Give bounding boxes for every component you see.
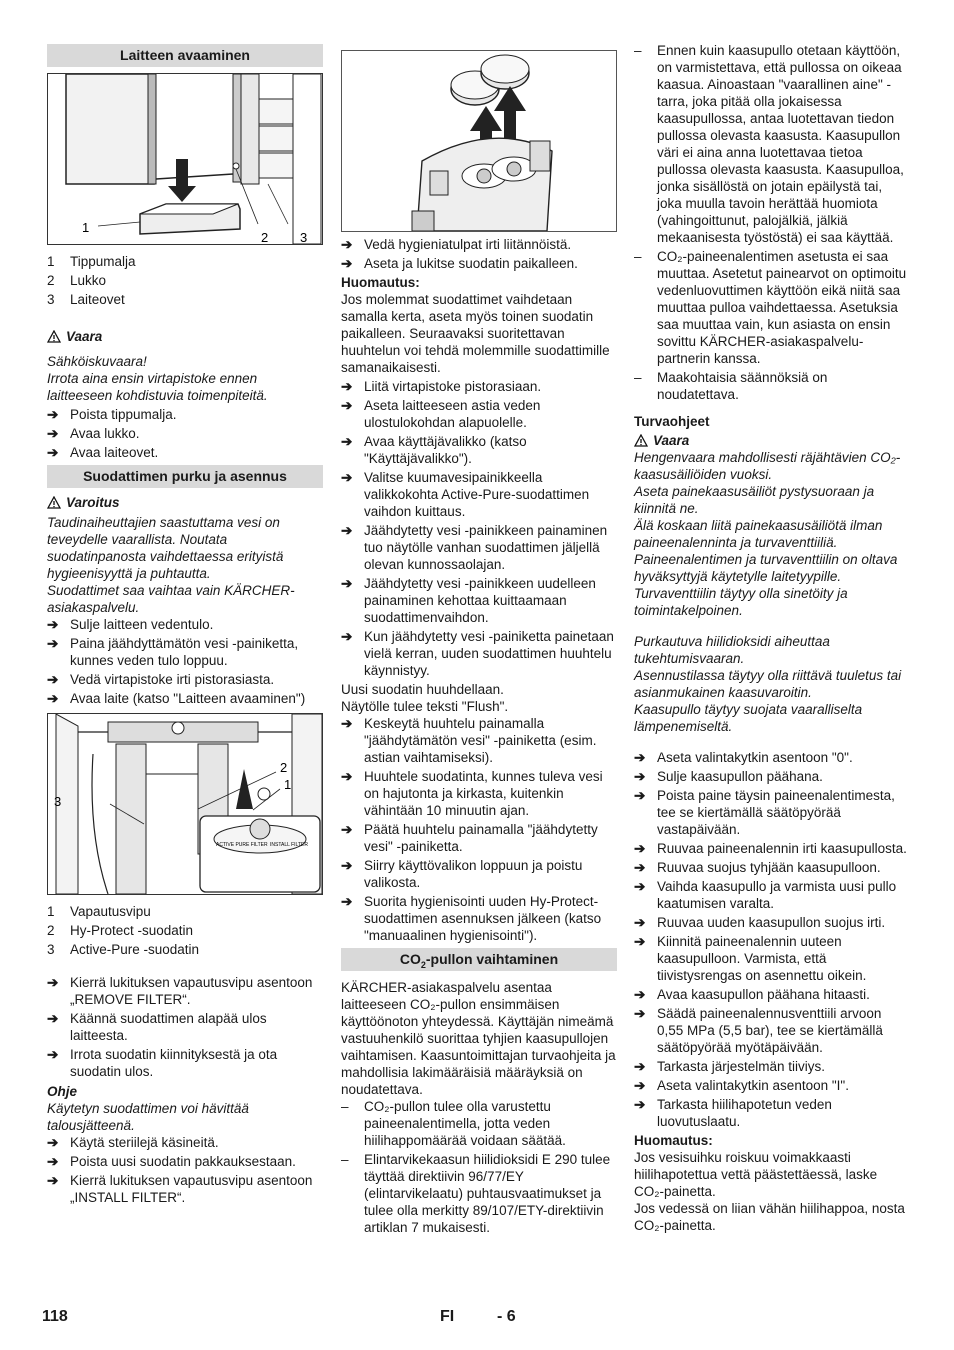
step: ➔ Avaa käyttäjävalikko (katso "Käyttäjävalikko").: [341, 434, 527, 466]
hygiene-plug-drawing: [342, 51, 616, 231]
danger-heading: Vaara: [47, 328, 323, 345]
step: ➔ Aseta ja lukitse suodatin paikalleen.: [341, 256, 578, 271]
filter-assembly-drawing: [48, 714, 322, 894]
dash-item: – CO₂-pullon tulee olla varustettu paineenalentimella, jotta veden hiilihappomäärää voidaan säätää.: [341, 1099, 566, 1148]
step: ➔ Ruuvaa uuden kaasupullon suojus irti.: [634, 915, 886, 930]
danger-text: Irrota aina ensin virtapistoke ennen laitteeseen kohdistuvia toimenpiteitä.: [47, 371, 268, 403]
danger-text: Paineenalentimen ja turvaventtiilin on oltava hyväksyttyjä käytetylle laitetyypille.: [634, 552, 898, 584]
arrow-icon: ➔: [47, 617, 59, 632]
legend-item: 3 Active-Pure -suodatin: [47, 942, 200, 957]
arrow-icon: ➔: [341, 822, 353, 837]
arrow-icon: ➔: [47, 975, 59, 990]
safety-heading: Turvaohjeet: [634, 414, 710, 429]
note-heading: Huomautus:: [341, 275, 420, 290]
arrow-icon: ➔: [341, 716, 353, 731]
legend-open-device: [47, 253, 323, 308]
step: ➔ Liitä virtapistoke pistorasiaan.: [341, 379, 542, 394]
co2-intro: KÄRCHER-asiakaspalvelu asentaa laitteeseen CO₂-pullon ensimmäisen käyttöönoton yhteydessä. Käyttäjän nimeämä vastuuhenkilö suorittaa tyhjien kaasupullojen vaihtamisen. Kaasuntoimittajan turvaohjeita ja mahdollisia lakimääräisiä määräyksiä on noudatettava.: [341, 980, 616, 1097]
danger-text: Hengenvaara mahdollisesti räjähtävien CO₂-kaasusäiliöiden vuoksi.: [634, 450, 901, 482]
flush-text: Näytölle tulee teksti "Flush".: [341, 699, 509, 714]
column-3: [634, 42, 910, 1234]
page-number: 118: [42, 1308, 68, 1325]
step: ➔ Aseta valintakytkin asentoon "0".: [634, 750, 853, 765]
arrow-icon: ➔: [634, 1059, 646, 1074]
step: ➔ Kierrä lukituksen vapautusvipu asentoon „REMOVE FILTER“.: [47, 975, 313, 1007]
section-heading-open-device: Laitteen avaaminen: [47, 44, 323, 67]
arrow-icon: ➔: [634, 879, 646, 894]
danger-text: Aseta painekaasusäiliöt pystysuoraan ja kiinnitä ne.: [634, 484, 875, 516]
step: ➔ Päätä huuhtelu painamalla "jäähdytetty vesi" -painiketta.: [341, 822, 598, 854]
arrow-icon: ➔: [341, 470, 353, 485]
arrow-icon: ➔: [634, 987, 646, 1002]
figure-filters: [47, 713, 323, 895]
legend-item: 2 Hy-Protect -suodatin: [47, 923, 194, 938]
step: ➔ Vaihda kaasupullo ja varmista uusi pullo kaatumisen varalta.: [634, 879, 897, 911]
arrow-icon: ➔: [634, 788, 646, 803]
note-text: Jos vedessä on liian vähän hiilihappoa, nosta CO₂-painetta.: [634, 1201, 905, 1233]
warning-triangle-icon: [634, 434, 648, 447]
danger-text: Älä koskaan liitä painekaasusäiliötä ilman paineenalenninta ja turvaventtiiliä.: [634, 518, 883, 550]
step: ➔ Säädä paineenalennusventtiili arvoon 0,55 MPa (5,5 bar), tee se kiertämällä säätöpyörää myötäpäivään.: [634, 1006, 883, 1055]
danger-text: Turvaventtiilin täytyy olla sinetöity ja toimintakelpoinen.: [634, 586, 848, 618]
arrow-icon: ➔: [341, 576, 353, 591]
arrow-icon: ➔: [634, 1078, 646, 1093]
figure-hygiene-plugs: [341, 50, 617, 232]
dash-item: – Maakohtaisia säännöksiä on noudatettava.: [634, 370, 828, 402]
danger-text: Asennustilassa täytyy olla riittävä tuuletus tai asianmukainen kaasuvaroitin.: [634, 668, 902, 700]
language-code: FI: [440, 1308, 455, 1325]
arrow-icon: ➔: [634, 1006, 646, 1021]
arrow-icon: ➔: [341, 523, 353, 538]
step: ➔ Jäähdytetty vesi -painikkeen uudelleen painaminen kehottaa kuittaamaan suodattimenvaihdon.: [341, 576, 596, 625]
legend-item: 2 Lukko: [47, 273, 107, 288]
legend-item: 1 Tippumalja: [47, 254, 136, 269]
arrow-icon: ➔: [634, 1097, 646, 1112]
step: ➔ Kierrä lukituksen vapautusvipu asentoon „INSTALL FILTER“.: [47, 1173, 313, 1205]
legend-filters: [47, 903, 323, 958]
inset-label: ACTIVE PURE FILTER: [216, 842, 268, 848]
arrow-icon: ➔: [341, 629, 353, 644]
legend-item: 3 Laiteovet: [47, 292, 125, 307]
fig-label-2: 2: [280, 760, 288, 775]
step: ➔ Avaa laiteovet.: [47, 445, 159, 460]
arrow-icon: ➔: [341, 237, 353, 252]
flush-text: Uusi suodatin huuhdellaan.: [341, 682, 504, 697]
arrow-icon: ➔: [47, 691, 59, 706]
step: ➔ Aseta laitteeseen astia veden ulostulokohdan alapuolelle.: [341, 398, 541, 430]
arrow-icon: ➔: [341, 434, 353, 449]
fig-label-1: 1: [82, 220, 90, 235]
inset-label: INSTALL FILTER: [270, 842, 308, 848]
arrow-icon: ➔: [47, 1173, 59, 1188]
step: ➔ Vedä hygieniatulpat irti liitännöistä.: [341, 237, 572, 252]
warning-heading: Varoitus: [47, 494, 323, 511]
note-text: Käytetyn suodattimen voi hävittää talousjätteenä.: [47, 1101, 249, 1133]
arrow-icon: ➔: [47, 445, 59, 460]
step: ➔ Poista paine täysin paineenalentimesta, tee se kiertämällä säätöpyörää vastapäivään.: [634, 788, 895, 837]
step: ➔ Tarkasta järjestelmän tiiviys.: [634, 1059, 826, 1074]
step: ➔ Valitse kuumavesipainikkeella valikkokohta Active-Pure-suodattimen vaihdon kuittaus.: [341, 470, 590, 519]
step: ➔ Sulje laitteen vedentulo.: [47, 617, 214, 632]
note-text: Jos molemmat suodattimet vaihdetaan samalla kerta, aseta myös toinen suodatin paikalleen. Seuraavaksi suoritettavan huuhtelun voi tehdä molemmille suodattimille samanaikaisesti.: [341, 292, 610, 375]
step: ➔ Kun jäähdytetty vesi -painiketta painetaan vielä kerran, uuden suodattimen huuhtelu käynnistyy.: [341, 629, 614, 678]
dash-item: – CO₂-paineenalentimen asetusta ei saa muuttaa. Asetetut painearvot on optimoitu vedenluovuttimen käyttöön eikä niitä saa muuttaa pulloa vaihdettaessa. Asetuksia saa muuttaa vain, kun asiasta on ensin sovittu KÄRCHER-asiakaspalvelu-partnerin kanssa.: [634, 249, 907, 366]
step: ➔ Siirry käyttövalikon loppuun ja poistu valikosta.: [341, 858, 583, 890]
arrow-icon: ➔: [341, 769, 353, 784]
step: ➔ Ruuvaa paineenalennin irti kaasupullosta.: [634, 841, 907, 856]
danger-text: Kaasupullo täytyy suojata vaaralliselta lämpenemiseltä.: [634, 702, 863, 734]
arrow-icon: ➔: [47, 1047, 59, 1062]
arrow-icon: ➔: [47, 1011, 59, 1026]
fig-label-3: 3: [300, 230, 308, 244]
arrow-icon: ➔: [47, 407, 59, 422]
arrow-icon: ➔: [634, 860, 646, 875]
step: ➔ Huuhtele suodatinta, kunnes tuleva vesi on hajutonta ja kirkasta, kuitenkin vähintään 10 minuutin ajan.: [341, 769, 603, 818]
section-heading-co2: $CO_2$-pullon vaihtaminen: [341, 948, 617, 971]
note-heading: Ohje: [47, 1084, 78, 1099]
section-heading-filter: Suodattimen purku ja asennus: [47, 465, 323, 488]
step: ➔ Suorita hygienisointi uuden Hy-Protect-suodattimen asennuksen jälkeen (katso "manuaalinen hygienisointi").: [341, 894, 602, 943]
arrow-icon: ➔: [47, 672, 59, 687]
step: ➔ Sulje kaasupullon päähana.: [634, 769, 823, 784]
step: ➔ Kiinnitä paineenalennin uuteen kaasupulloon. Varmista, että tiivistysrengas on asennettu oikein.: [634, 934, 867, 983]
legend-item: 1 Vapautusvipu: [47, 904, 151, 919]
step: ➔ Aseta valintakytkin asentoon "I".: [634, 1078, 849, 1093]
column-2: [341, 50, 617, 1238]
column-1: [47, 44, 323, 1208]
arrow-icon: ➔: [47, 1154, 59, 1169]
step: ➔ Poista tippumalja.: [47, 407, 177, 422]
step: ➔ Paina jäähdyttämätön vesi -painiketta, kunnes veden tulo loppuu.: [47, 636, 299, 668]
arrow-icon: ➔: [634, 915, 646, 930]
note-heading: Huomautus:: [634, 1133, 713, 1148]
arrow-icon: ➔: [47, 1135, 59, 1150]
step: ➔ Avaa kaasupullon päähana hitaasti.: [634, 987, 870, 1002]
note-text: Jos vesisuihku roiskuu voimakkaasti hiilihapotettua vettä päästettäessä, laske CO₂-painetta.: [634, 1150, 878, 1199]
fig-label-2: 2: [261, 230, 269, 244]
arrow-icon: ➔: [341, 894, 353, 909]
step: ➔ Käytä steriilejä käsineitä.: [47, 1135, 219, 1150]
arrow-icon: ➔: [341, 858, 353, 873]
arrow-icon: ➔: [47, 636, 59, 651]
step: ➔ Avaa laite (katso "Laitteen avaaminen"): [47, 691, 306, 706]
device-door-drawing: [48, 74, 322, 244]
fig-label-1: 1: [284, 777, 292, 792]
arrow-icon: ➔: [634, 934, 646, 949]
warning-text: Suodattimet saa vaihtaa vain KÄRCHER-asiakaspalvelu.: [47, 583, 295, 615]
danger-text: Sähköiskuvaara!: [47, 354, 147, 369]
arrow-icon: ➔: [47, 426, 59, 441]
warning-triangle-icon: [47, 496, 61, 509]
arrow-icon: ➔: [341, 398, 353, 413]
step: ➔ Vedä virtapistoke irti pistorasiasta.: [47, 672, 275, 687]
arrow-icon: ➔: [341, 379, 353, 394]
dash-item: – Elintarvikekaasun hiilidioksidi E 290 tulee täyttää direktiivin 96/77/EY (elintarvikelaatu) puhtausvaatimukset ja tulee olla merkitty 89/107/ETY-direktiivin artiklan 7 mukaisesti.: [341, 1152, 611, 1235]
warning-text: Taudinaiheuttajien saastuttama vesi on teveydelle vaarallista. Noutata suodatinpanosta vaihdettaessa erityistä hygieenisyyttä ja puhtautta.: [47, 515, 284, 581]
arrow-icon: ➔: [634, 841, 646, 856]
step: ➔ Käännä suodattimen alapää ulos laitteesta.: [47, 1011, 267, 1043]
arrow-icon: ➔: [634, 769, 646, 784]
step: ➔ Tarkasta hiilihapotetun veden luovutuslaatu.: [634, 1097, 832, 1129]
arrow-icon: ➔: [634, 750, 646, 765]
step: ➔ Irrota suodatin kiinnityksestä ja ota suodatin ulos.: [47, 1047, 278, 1079]
step: ➔ Avaa lukko.: [47, 426, 140, 441]
fig-label-3: 3: [54, 794, 62, 809]
warning-triangle-icon: [47, 330, 61, 343]
step: ➔ Jäähdytetty vesi -painikkeen painaminen tuo näytölle vanhan suodattimen jäljellä olevan kunnossaolajan.: [341, 523, 608, 572]
dash-item: – Ennen kuin kaasupullo otetaan käyttöön, on varmistettava, että pullossa on oikeaa kaasua. Ainoastaan "vaarallinen aine" -tarra, joka pitää olla jokaisessa kaasupullossa, antaa luotettavan tiedon pullossa olevasta kaasusta. Kaasupullon väri ei aina anna luotettavaa tietoa pullossa olevasta kaasusta. Kaasupulloa, jonka sisällöstä on jotain epäilystä tai, joka muulla tavoin herättää huomiota (vahingoittunut, palojälkiä, jälkiä mekaanisesta työstöstä) ei saa käyttää.: [634, 43, 904, 245]
page-subnumber: - 6: [497, 1308, 516, 1325]
figure-open-device: [47, 73, 323, 245]
danger-heading: Vaara: [634, 432, 910, 449]
danger-text: Purkautuva hiilidioksidi aiheuttaa tukehtumisvaaran.: [634, 634, 830, 666]
arrow-icon: ➔: [341, 256, 353, 271]
step: ➔ Keskeytä huuhtelu painamalla "jäähdytämätön vesi" -painiketta (esim. astian vaihtamiseksi).: [341, 716, 597, 765]
step: ➔ Poista uusi suodatin pakkauksestaan.: [47, 1154, 296, 1169]
step: ➔ Ruuvaa suojus tyhjään kaasupulloon.: [634, 860, 881, 875]
